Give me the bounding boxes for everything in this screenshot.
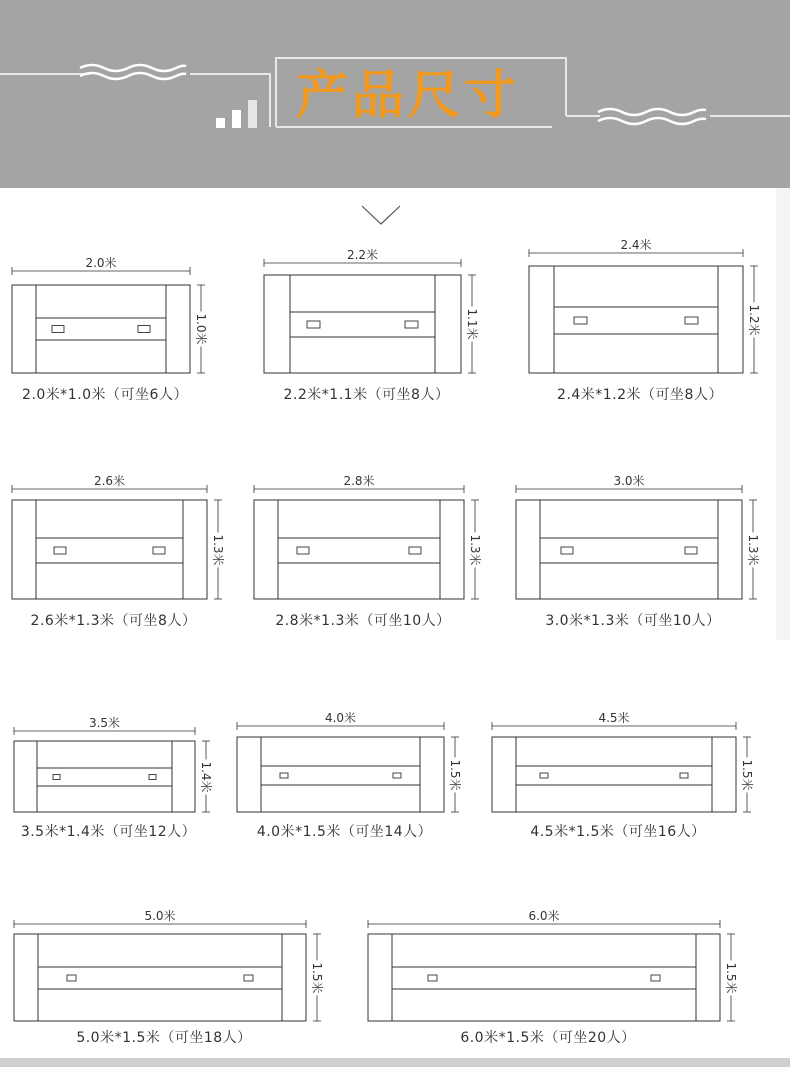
width-label: 4.5米 <box>598 711 630 725</box>
width-label: 2.6米 <box>93 474 126 488</box>
depth-label: 1.0米 <box>194 313 208 345</box>
depth-label: 1.4米 <box>199 760 213 793</box>
depth-label: 1.5米 <box>448 758 462 791</box>
size-caption: 3.5米*1.4米（可坐12人） <box>20 824 197 840</box>
size-caption: 5.0米*1.5米（可坐18人） <box>76 1030 252 1046</box>
width-label: 4.0米 <box>324 711 357 725</box>
size-caption: 6.0米*1.5米（可坐20人） <box>460 1030 636 1046</box>
size-caption: 2.6米*1.3米（可坐8人） <box>30 613 197 629</box>
size-caption: 4.0米*1.5米（可坐14人） <box>256 824 433 840</box>
depth-label: 1.2米 <box>747 303 761 336</box>
depth-label: 1.3米 <box>746 533 760 566</box>
size-caption: 3.0米*1.3米（可坐10人） <box>545 613 721 629</box>
size-caption: 2.8米*1.3米（可坐10人） <box>275 613 451 629</box>
depth-label: 1.1米 <box>465 308 479 340</box>
width-label: 2.2米 <box>346 248 379 262</box>
width-label: 3.0米 <box>613 474 645 488</box>
power-outlet-icon <box>428 975 437 981</box>
width-label: 3.5米 <box>88 716 121 730</box>
width-label: 2.4米 <box>620 238 652 252</box>
power-outlet-icon <box>651 975 660 981</box>
size-caption: 2.2米*1.1米（可坐8人） <box>283 387 450 403</box>
width-label: 5.0米 <box>144 909 176 923</box>
size-caption: 4.5米*1.5米（可坐16人） <box>530 824 706 840</box>
width-label: 2.0米 <box>85 256 117 270</box>
depth-label: 1.5米 <box>310 961 324 994</box>
depth-label: 1.5米 <box>724 961 738 994</box>
table-top-outline <box>368 934 720 1021</box>
bottom-strip <box>0 1058 790 1067</box>
size-caption: 2.4米*1.2米（可坐8人） <box>557 387 723 403</box>
depth-label: 1.5米 <box>740 758 754 791</box>
width-label: 2.8米 <box>343 474 375 488</box>
depth-label: 1.3米 <box>468 533 482 566</box>
size-caption: 2.0米*1.0米（可坐6人） <box>22 387 188 403</box>
width-label: 6.0米 <box>528 909 560 923</box>
depth-label: 1.3米 <box>211 533 225 566</box>
page-title: 产品尺寸 <box>296 65 521 126</box>
